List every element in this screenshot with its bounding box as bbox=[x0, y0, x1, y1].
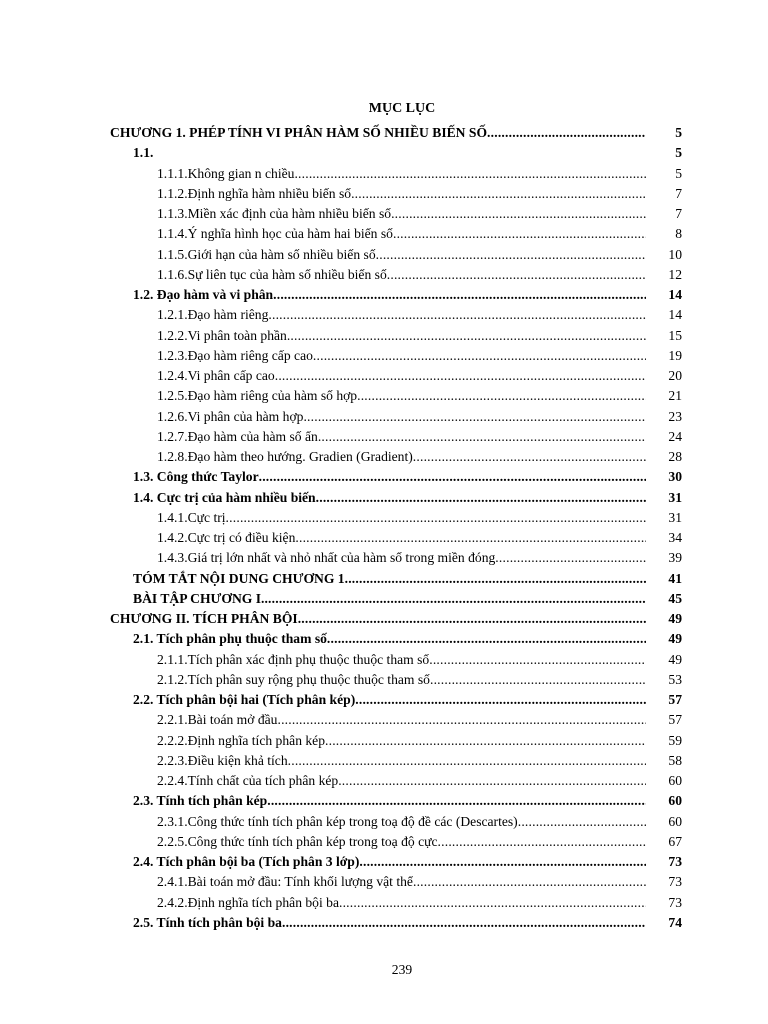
toc-entry-text: Đạo hàm của hàm số ẩn bbox=[187, 428, 318, 444]
toc-entry-label bbox=[157, 224, 646, 244]
dot-leader bbox=[339, 893, 646, 913]
toc-entry-page: 8 bbox=[675, 226, 682, 242]
toc-entry-number: 1.1.5. bbox=[157, 246, 188, 262]
dot-leader bbox=[282, 913, 646, 933]
toc-entry-page: 39 bbox=[668, 550, 682, 566]
dot-leader bbox=[327, 629, 646, 649]
toc-entry-page: 19 bbox=[668, 347, 682, 363]
toc-entry-text: Điều kiện khả tích bbox=[187, 752, 288, 768]
toc-entry-label bbox=[157, 812, 646, 832]
dot-leader bbox=[429, 650, 646, 670]
toc-entry-label bbox=[157, 670, 646, 690]
toc-entry-text: Định nghĩa tích phân bội ba bbox=[187, 894, 339, 910]
toc-entry-page: 31 bbox=[668, 489, 682, 505]
toc-entry[interactable] bbox=[0, 528, 768, 548]
toc-entry-number: 1.1.2. bbox=[157, 185, 188, 201]
dot-leader bbox=[267, 791, 646, 811]
toc-entry-page: 73 bbox=[668, 874, 682, 890]
toc-title: MỤC LỤC bbox=[368, 101, 436, 116]
toc-entry-text: Giới hạn của hàm số nhiều biến số bbox=[187, 246, 376, 262]
table-of-contents bbox=[0, 123, 768, 933]
toc-entry-page: 49 bbox=[668, 631, 682, 647]
toc-entry-text: Đạo hàm theo hướng. Gradien (Gradient) bbox=[187, 449, 413, 464]
toc-entry-number: 2.2.5. bbox=[157, 833, 188, 849]
toc-entry-page: 57 bbox=[668, 712, 682, 728]
toc-entry-label bbox=[157, 346, 646, 366]
toc-entry-text: Đạo hàm riêng bbox=[187, 307, 269, 323]
toc-entry[interactable] bbox=[0, 629, 768, 649]
toc-entry[interactable] bbox=[0, 488, 768, 508]
toc-entry[interactable] bbox=[0, 265, 768, 285]
toc-entry-page: 57 bbox=[668, 692, 682, 707]
toc-entry-text: Miền xác định của hàm nhiều biến số bbox=[187, 206, 392, 221]
toc-entry-page: 24 bbox=[668, 428, 682, 444]
toc-entry[interactable] bbox=[0, 913, 768, 933]
toc-entry-text: CHƯƠNG II. TÍCH PHÂN BỘI bbox=[110, 611, 298, 626]
dot-leader bbox=[325, 731, 646, 751]
toc-entry-label bbox=[133, 852, 646, 872]
dot-leader bbox=[376, 245, 646, 265]
toc-entry-label bbox=[157, 872, 646, 892]
toc-entry-text: BÀI TẬP CHƯƠNG I. bbox=[133, 590, 265, 606]
dot-leader bbox=[355, 690, 646, 710]
dot-leader bbox=[495, 548, 646, 568]
toc-entry-text: Bài toán mở đầu bbox=[187, 712, 278, 728]
toc-entry-number: 1.2.1. bbox=[157, 307, 188, 323]
toc-entry[interactable] bbox=[0, 305, 768, 325]
toc-entry-number: 2.1.2. bbox=[157, 671, 188, 687]
toc-entry-text: 1.4. Cực trị của hàm nhiều biến bbox=[133, 489, 316, 505]
toc-entry-number: 2.4.1. bbox=[157, 874, 188, 890]
toc-entry-label bbox=[157, 184, 646, 204]
toc-entry[interactable] bbox=[0, 690, 768, 710]
toc-entry-page: 74 bbox=[668, 914, 682, 930]
dot-leader bbox=[318, 427, 646, 447]
toc-entry-label bbox=[133, 143, 646, 163]
toc-entry-label bbox=[157, 326, 646, 346]
toc-entry-text: Đạo hàm riêng cấp cao bbox=[187, 347, 313, 363]
toc-entry-label bbox=[157, 427, 646, 447]
toc-entry-page: 23 bbox=[668, 408, 682, 424]
toc-entry[interactable] bbox=[0, 609, 768, 629]
dot-leader bbox=[294, 164, 646, 184]
toc-entry-text: 1.3. Công thức Taylor bbox=[133, 469, 259, 485]
dot-leader bbox=[313, 346, 646, 366]
toc-entry-number: 1.2.4. bbox=[157, 368, 188, 383]
dot-leader bbox=[430, 670, 646, 690]
toc-entry-text: 2.1. Tích phân phụ thuộc tham số bbox=[133, 631, 327, 647]
toc-entry[interactable] bbox=[0, 326, 768, 346]
dot-leader bbox=[387, 265, 646, 285]
toc-entry-number: 1.2.7. bbox=[157, 428, 188, 444]
toc-entry-label bbox=[157, 245, 646, 265]
dot-leader bbox=[273, 285, 646, 305]
toc-entry-label bbox=[157, 893, 646, 913]
dot-leader bbox=[298, 609, 646, 629]
toc-entry[interactable] bbox=[0, 204, 768, 224]
toc-entry-page: 31 bbox=[668, 509, 682, 525]
toc-entry-label bbox=[133, 488, 646, 508]
toc-entry-label bbox=[133, 589, 646, 609]
toc-entry-text: Định nghĩa hàm nhiều biến số bbox=[187, 185, 352, 201]
toc-entry-page: 58 bbox=[668, 752, 682, 768]
toc-entry[interactable] bbox=[0, 569, 768, 589]
dot-leader bbox=[303, 407, 646, 427]
toc-entry-page: 49 bbox=[668, 651, 682, 667]
toc-entry[interactable] bbox=[0, 731, 768, 751]
dot-leader bbox=[487, 123, 646, 143]
toc-entry-text: Công thức tính tích phân kép trong toạ độ cực bbox=[187, 833, 438, 849]
toc-entry-label bbox=[157, 407, 646, 427]
toc-entry[interactable] bbox=[0, 791, 768, 811]
toc-entry-number: 2.2.4. bbox=[157, 773, 188, 788]
toc-entry-text: Cực trị có điều kiện bbox=[187, 530, 296, 545]
toc-entry-page: 59 bbox=[668, 732, 682, 748]
toc-entry-number: 2.3.1. bbox=[157, 813, 188, 829]
toc-entry-page: 15 bbox=[668, 327, 682, 343]
toc-entry-label bbox=[133, 690, 646, 710]
toc-entry-page: 12 bbox=[668, 266, 682, 282]
toc-entry-label bbox=[133, 791, 646, 811]
toc-entry[interactable] bbox=[0, 852, 768, 872]
toc-entry[interactable] bbox=[0, 893, 768, 913]
toc-entry-number: 1.1.6. bbox=[157, 266, 188, 282]
toc-entry[interactable] bbox=[0, 872, 768, 892]
toc-entry-text: Tích phân xác định phụ thuộc thuộc tham số bbox=[187, 651, 430, 667]
toc-entry-number: 1.1.4. bbox=[157, 226, 188, 242]
toc-entry-page: 14 bbox=[668, 287, 682, 302]
dot-leader bbox=[413, 872, 646, 892]
dot-leader bbox=[316, 488, 646, 508]
dot-leader bbox=[259, 467, 646, 487]
toc-entry-number: 2.1.1. bbox=[157, 651, 188, 667]
toc-entry-text: 2.2. Tích phân bội hai (Tích phân kép) bbox=[133, 692, 356, 707]
toc-entry-text: Định nghĩa tích phân kép bbox=[187, 732, 326, 748]
toc-entry[interactable] bbox=[0, 123, 768, 143]
toc-entry-page: 28 bbox=[668, 449, 682, 464]
toc-entry[interactable] bbox=[0, 467, 768, 487]
toc-entry-label bbox=[157, 164, 646, 184]
toc-entry-label bbox=[157, 528, 646, 548]
toc-entry-number: 2.4.2. bbox=[157, 894, 188, 910]
toc-entry-number: 1.4.2. bbox=[157, 530, 188, 545]
toc-entry-page: 10 bbox=[668, 246, 682, 262]
toc-entry-label bbox=[110, 123, 646, 143]
toc-entry[interactable] bbox=[0, 832, 768, 852]
toc-entry-page: 45 bbox=[668, 590, 682, 606]
toc-entry[interactable] bbox=[0, 386, 768, 406]
dot-leader bbox=[359, 852, 646, 872]
toc-entry-number: 2.2.1. bbox=[157, 712, 188, 728]
dot-leader bbox=[268, 305, 646, 325]
toc-entry-label bbox=[157, 204, 646, 224]
toc-entry-text: Sự liên tục của hàm số nhiều biến số bbox=[187, 266, 387, 282]
toc-entry-label bbox=[133, 569, 646, 589]
toc-entry-label bbox=[110, 609, 646, 629]
toc-entry-number: 1.4.3. bbox=[157, 550, 188, 566]
toc-entry-page: 20 bbox=[668, 368, 682, 383]
dot-leader bbox=[275, 366, 646, 386]
toc-entry-page: 5 bbox=[675, 125, 682, 140]
toc-entry-page: 73 bbox=[668, 894, 682, 910]
dot-leader bbox=[338, 771, 646, 791]
toc-entry-label bbox=[133, 629, 646, 649]
dot-leader bbox=[295, 528, 646, 548]
toc-entry-page: 7 bbox=[675, 185, 682, 201]
toc-entry-text: Tích phân suy rộng phụ thuộc thuộc tham số bbox=[187, 671, 430, 687]
toc-entry[interactable] bbox=[0, 224, 768, 244]
toc-entry-text: Công thức tính tích phân kép trong toạ độ đề các (Descartes) bbox=[187, 813, 518, 829]
toc-entry-text: Ý nghĩa hình học của hàm hai biến số bbox=[187, 226, 393, 242]
toc-entry-page: 7 bbox=[675, 206, 682, 221]
toc-entry-page: 5 bbox=[675, 145, 682, 161]
toc-entry-label bbox=[157, 771, 646, 791]
toc-entry-page: 60 bbox=[668, 793, 682, 809]
toc-entry-label bbox=[157, 710, 646, 730]
toc-entry-number: 1.1.1. bbox=[157, 165, 188, 181]
toc-entry[interactable] bbox=[0, 508, 768, 528]
toc-entry[interactable] bbox=[0, 164, 768, 184]
toc-entry-label bbox=[133, 467, 646, 487]
toc-entry-number: 1.1.3. bbox=[157, 206, 188, 221]
toc-entry-text: Bài toán mở đầu: Tính khối lượng vật thể bbox=[187, 874, 413, 890]
toc-entry-text: Tính chất của tích phân kép bbox=[187, 773, 339, 788]
toc-entry-page: 5 bbox=[675, 165, 682, 181]
toc-entry-label bbox=[157, 508, 646, 528]
toc-entry-label bbox=[157, 548, 646, 568]
toc-entry-page: 34 bbox=[668, 530, 682, 545]
dot-leader bbox=[226, 508, 646, 528]
toc-entry-label bbox=[157, 386, 646, 406]
toc-entry-label bbox=[157, 366, 646, 386]
toc-entry-page: 30 bbox=[668, 469, 682, 485]
toc-entry[interactable] bbox=[0, 589, 768, 609]
toc-entry-page: 14 bbox=[668, 307, 682, 323]
toc-entry-number: 1.2.5. bbox=[157, 388, 188, 404]
toc-entry-label bbox=[157, 731, 646, 751]
toc-entry-text: TÓM TẮT NỘI DUNG CHƯƠNG 1 bbox=[133, 570, 345, 586]
toc-entry-text: 1.2. Đạo hàm và vi phân bbox=[133, 287, 274, 302]
toc-entry-text: Vi phân toàn phần bbox=[187, 327, 287, 343]
toc-entry[interactable] bbox=[0, 285, 768, 305]
toc-entry-text: CHƯƠNG 1. PHÉP TÍNH VI PHÂN HÀM SỐ NHIỀU BIẾN SỐ bbox=[110, 125, 488, 140]
dot-leader bbox=[351, 184, 646, 204]
toc-entry[interactable] bbox=[0, 143, 768, 163]
toc-entry-text: Vi phân cấp cao bbox=[187, 368, 275, 383]
toc-entry-label bbox=[133, 285, 646, 305]
toc-entry-page: 41 bbox=[668, 570, 682, 586]
toc-entry[interactable] bbox=[0, 670, 768, 690]
dot-leader bbox=[345, 569, 646, 589]
toc-entry-page: 21 bbox=[668, 388, 682, 404]
toc-entry-text: 2.5. Tính tích phân bội ba bbox=[133, 914, 282, 930]
toc-entry-label bbox=[157, 305, 646, 325]
toc-entry[interactable] bbox=[0, 650, 768, 670]
dot-leader bbox=[393, 224, 646, 244]
toc-entry[interactable] bbox=[0, 407, 768, 427]
toc-entry-text: 1.1. bbox=[133, 145, 154, 161]
dot-leader bbox=[264, 589, 646, 609]
toc-entry-text: Không gian n chiều bbox=[187, 165, 295, 181]
toc-entry-label bbox=[157, 751, 646, 771]
toc-entry[interactable] bbox=[0, 366, 768, 386]
dot-leader bbox=[438, 832, 646, 852]
toc-entry-page: 73 bbox=[668, 854, 682, 869]
toc-entry[interactable] bbox=[0, 427, 768, 447]
dot-leader bbox=[413, 447, 646, 467]
toc-entry-number: 1.4.1. bbox=[157, 509, 188, 525]
toc-entry[interactable] bbox=[0, 812, 768, 832]
toc-entry-text: Vi phân của hàm hợp bbox=[187, 408, 304, 424]
dot-leader bbox=[277, 710, 646, 730]
toc-entry[interactable] bbox=[0, 447, 768, 467]
dot-leader bbox=[518, 812, 646, 832]
dot-leader bbox=[288, 751, 646, 771]
toc-entry-number: 1.2.2. bbox=[157, 327, 188, 343]
dot-leader bbox=[391, 204, 646, 224]
toc-entry-label bbox=[157, 832, 646, 852]
toc-entry-text: Đạo hàm riêng của hàm số hợp bbox=[187, 388, 358, 404]
toc-entry[interactable] bbox=[0, 184, 768, 204]
toc-entry-page: 53 bbox=[668, 671, 682, 687]
toc-entry[interactable] bbox=[0, 710, 768, 730]
toc-entry-number: 1.2.3. bbox=[157, 347, 188, 363]
toc-entry-label bbox=[157, 650, 646, 670]
toc-entry-number: 1.2.8. bbox=[157, 449, 188, 464]
toc-entry-label bbox=[157, 265, 646, 285]
toc-entry-number: 1.2.6. bbox=[157, 408, 188, 424]
toc-entry[interactable] bbox=[0, 751, 768, 771]
toc-entry-text: 2.4. Tích phân bội ba (Tích phân 3 lớp) bbox=[133, 854, 360, 869]
toc-entry-label bbox=[157, 447, 646, 467]
toc-entry-text: Cực trị bbox=[187, 509, 226, 525]
toc-entry-label bbox=[133, 913, 646, 933]
toc-entry-number: 2.2.2. bbox=[157, 732, 188, 748]
toc-entry-text: Giá trị lớn nhất và nhỏ nhất của hàm số trong miền đóng bbox=[187, 550, 496, 566]
toc-entry-text: 2.3. Tính tích phân kép bbox=[133, 793, 268, 809]
toc-entry-page: 49 bbox=[668, 611, 682, 626]
toc-entry[interactable] bbox=[0, 245, 768, 265]
toc-entry[interactable] bbox=[0, 548, 768, 568]
toc-entry-page: 60 bbox=[668, 813, 682, 829]
dot-leader bbox=[357, 386, 646, 406]
dot-leader bbox=[287, 326, 646, 346]
toc-entry-number: 2.2.3. bbox=[157, 752, 188, 768]
toc-entry-page: 67 bbox=[668, 833, 682, 849]
toc-entry[interactable] bbox=[0, 771, 768, 791]
page-number: 239 bbox=[391, 962, 413, 977]
toc-entry-page: 60 bbox=[668, 773, 682, 788]
toc-entry[interactable] bbox=[0, 346, 768, 366]
